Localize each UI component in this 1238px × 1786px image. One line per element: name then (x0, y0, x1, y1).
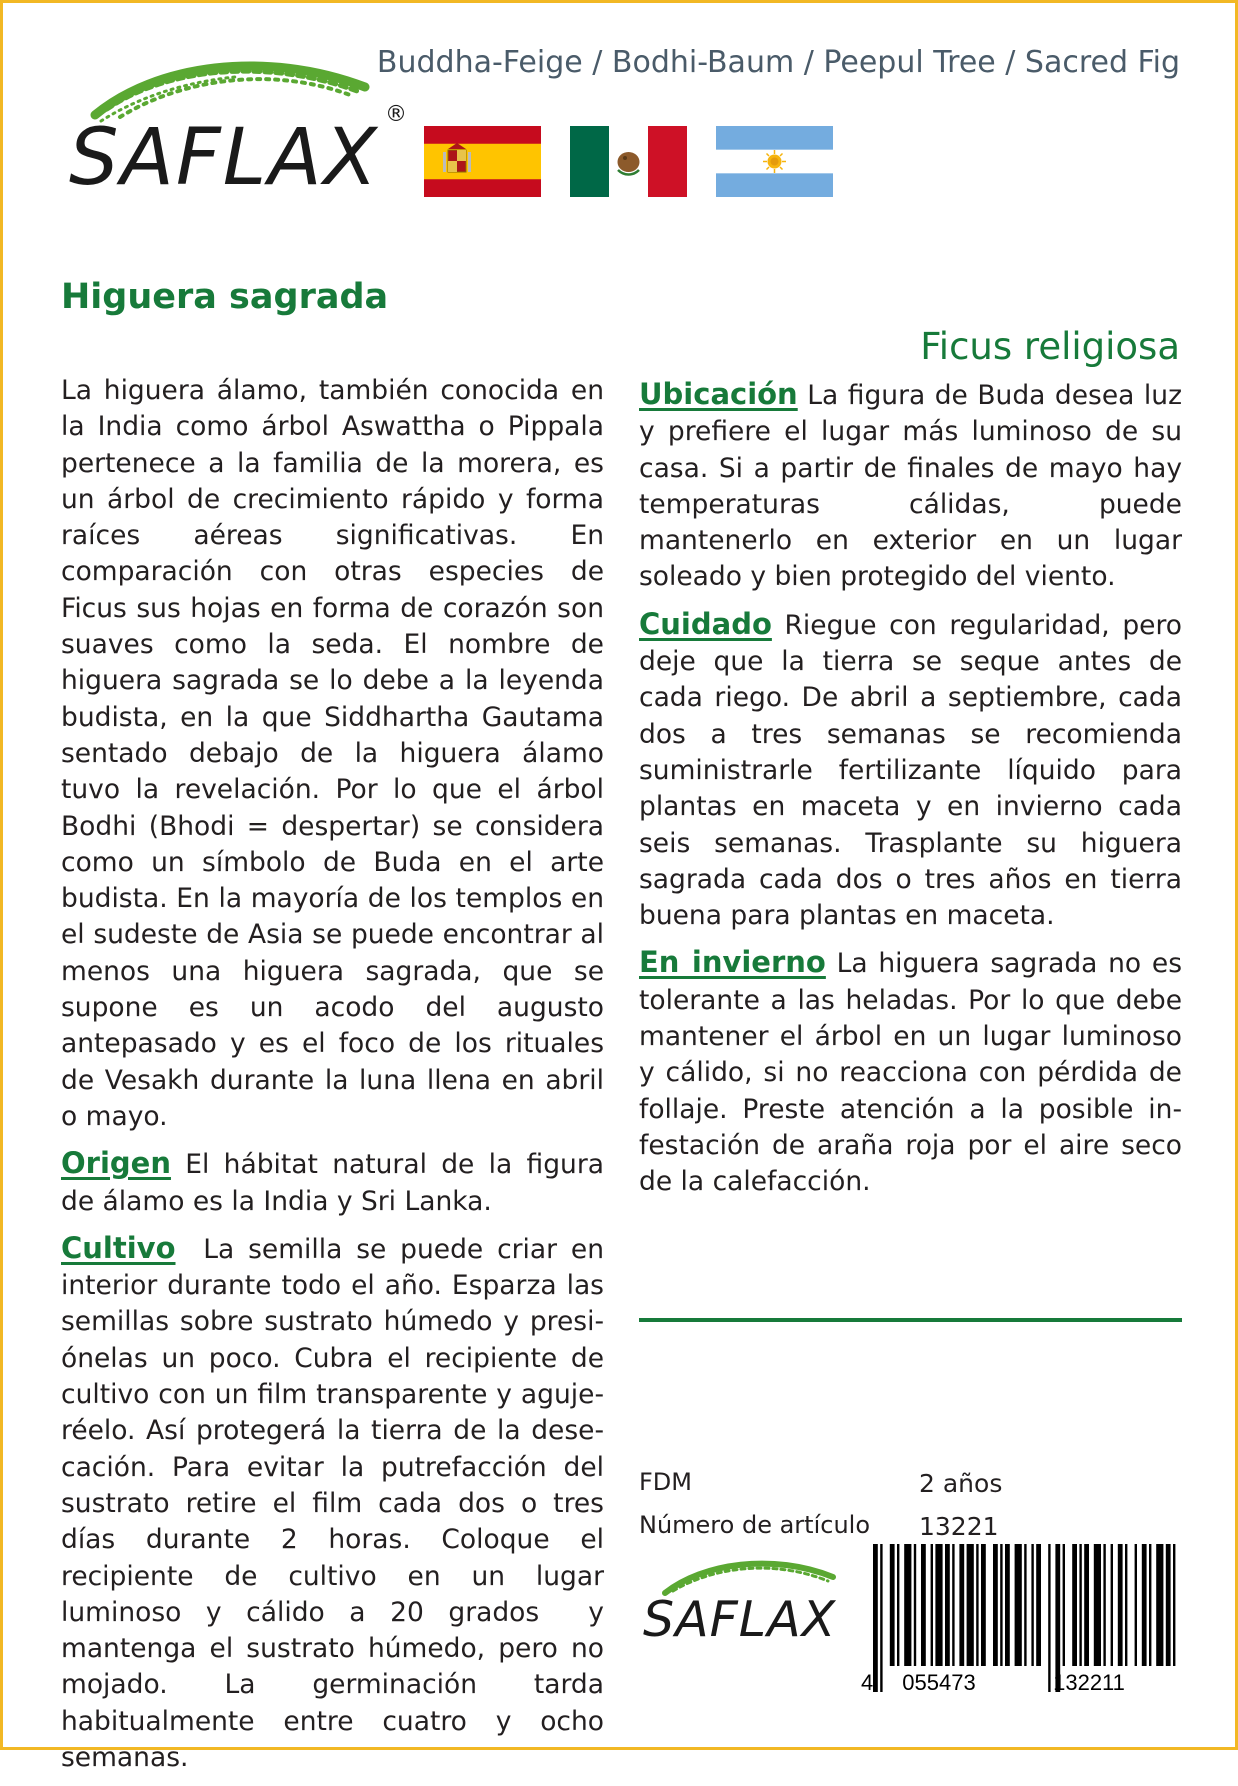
barcode-left-digits: 055473 (902, 1670, 976, 1695)
barcode-bar (1048, 1544, 1050, 1692)
barcode-bar (931, 1544, 933, 1666)
barcode-bar (897, 1544, 899, 1666)
barcode-bar (1173, 1544, 1175, 1666)
cultivation-heading: Cultivo (61, 1230, 176, 1265)
barcode-bar (1149, 1544, 1151, 1666)
left-column (61, 373, 613, 1786)
divider-line (639, 1318, 1182, 1322)
fdm-label: FDM (639, 1468, 692, 1496)
barcode-bar (1135, 1544, 1137, 1666)
barcode-bar (1005, 1544, 1010, 1666)
origin-text: El hábitat natural de la figura de álamo es la India y Sri Lanka. (61, 1149, 604, 1217)
cultivation-paragraph (61, 1230, 613, 1776)
care-text: Riegue con regularidad, pero deje que la tierra se seque antes de cada riego. De abril a septiembre, cada dos a tres semanas se recomienda suministrarle fertilizante líquido para plantas en maceta y en invierno cada seis semanas. Trasplante su higuera sagrada cada dos o tres años en tierra buena para plantas en maceta. (639, 609, 1182, 932)
winter-heading: En invierno (639, 945, 826, 980)
barcode-bar (1156, 1544, 1163, 1666)
article-number-value: 13221 (919, 1512, 999, 1541)
barcode-bar (945, 1544, 950, 1666)
barcode-bar (1084, 1544, 1089, 1666)
care-paragraph (639, 606, 1182, 935)
barcode-bar (967, 1544, 974, 1666)
location-paragraph (639, 376, 1182, 596)
barcode-bar (1000, 1544, 1002, 1666)
cultivation-text: La semilla se puede criar en interior durante todo el año. Esparza las semillas sobre sustrato húmedo y presiónelas un poco. Cubra el recipiente de cultivo con un film transparente y agujeréelo. Así protegerá la tierra de la desecación. Para evitar la putrefacción del sustrato retire el film cada dos o tres días durante 2 horas. Coloque el recipiente de cultivo en un lugar luminoso y cálido a 20 grados y mantenga el sustrato húmedo, pero no mojado. La germinación tarda habitualmente entre cuatro y ocho semanas. (61, 1233, 613, 1773)
winter-paragraph (639, 944, 1182, 1200)
barcode-bar (976, 1544, 978, 1666)
mexico-flag (570, 126, 687, 197)
common-names: Buddha-Feige / Bodhi-Baum / Peepul Tree / Sacred Fig (376, 45, 1180, 80)
barcode-right-digits: 132211 (1053, 1670, 1125, 1695)
barcode-bar (1125, 1544, 1127, 1666)
saflax-logo (65, 47, 417, 207)
barcode-bar (952, 1544, 954, 1666)
saflax-logo-small (643, 1551, 863, 1661)
argentina-flag (716, 126, 833, 197)
barcode-bar (1166, 1544, 1171, 1666)
location-text: La figura de Buda desea luz y prefiere el lugar más luminoso de su casa. Si a partir de finales de mayo hay temperaturas cálidas, puede mantenerlo en exterior en un lugar soleado y bien protegido del viento. (639, 380, 1182, 593)
intro-paragraph: La higuera álamo, también conocida en la India como árbol Aswattha o Pippala pertenece a la familia de la morera, es un árbol de crecimiento rápido y forma raíces aéreas significativas. En comparación con otras especies de Ficus sus hojas en forma de corazón son suaves como la seda. El nombre de higuera sagrada se lo debe a la leyenda budista, en la que Siddhartha Gautama sentado debajo de la higuera álamo tuvo la revelación. Por lo que el árbol Bodhi (Bhodi = despertar) se considera como un símbolo de Buda en el arte budista. En la mayoría de los templos en el sudeste de Asia se puede encontrar al menos una higuera sagrada, que se supone es un acodo del augusto antepasado y es el foco de los rituales de Vesakh durante la luna llena en abril o mayo. (61, 375, 604, 1132)
care-heading: Cuidado (639, 606, 772, 641)
barcode-bar (1031, 1544, 1033, 1666)
article-number-label: Número de artículo (639, 1511, 870, 1539)
barcode-bar (935, 1544, 942, 1666)
registered-mark: ® (385, 102, 407, 127)
barcode-bar (921, 1544, 926, 1666)
barcode-bar (873, 1544, 878, 1692)
barcode-bar (1103, 1544, 1105, 1666)
logo-wordmark: SAFLAX (69, 113, 379, 203)
barcode-bar (904, 1544, 911, 1666)
barcode-bar (880, 1544, 882, 1692)
barcode-bar (890, 1544, 895, 1666)
barcode-bar (1015, 1544, 1022, 1666)
logo-wordmark-small: SAFLAX (643, 1591, 837, 1648)
barcode-bar (1024, 1544, 1026, 1666)
barcode-first-digit: 4 (861, 1670, 874, 1695)
location-heading: Ubicación (639, 377, 798, 411)
spain-flag (424, 126, 541, 197)
barcode-bar (1072, 1544, 1077, 1666)
origin-paragraph (61, 1145, 604, 1220)
barcode-bar (1063, 1544, 1065, 1666)
product-title: Higuera sagrada (61, 277, 389, 317)
fdm-value: 2 años (919, 1469, 1003, 1498)
barcode-bar (914, 1544, 916, 1666)
barcode-bar (1094, 1544, 1101, 1666)
mexico-eagle-icon (618, 152, 640, 175)
barcode-bar (1111, 1544, 1113, 1666)
barcode-bar (981, 1544, 986, 1666)
ean-barcode (851, 1544, 1186, 1694)
barcode-bar (959, 1544, 964, 1666)
right-column (639, 376, 1182, 1211)
barcode-bar (993, 1544, 998, 1666)
barcode-bar (1036, 1544, 1041, 1666)
barcode-bar (1118, 1544, 1123, 1666)
origin-heading: Origen (61, 1146, 171, 1181)
barcode-bar (1079, 1544, 1081, 1666)
latin-name: Ficus religiosa (920, 325, 1180, 368)
winter-text: La higuera sagrada no es tolerante a las heladas. Por lo que debe mantener el árbol en un lugar luminoso y cálido, si no reacciona con pérdida de follaje. Preste atención a la posible infestación de araña roja por el aire seco de la calefacción. (639, 948, 1182, 1198)
barcode-bar (1142, 1544, 1147, 1666)
